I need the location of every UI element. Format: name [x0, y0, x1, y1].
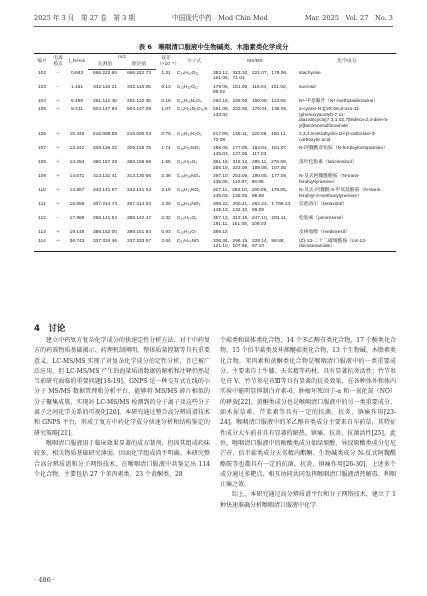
header-compound: 化学成分	[298, 54, 396, 70]
cell-formula: C₂₄H₄₂O₂₁	[177, 70, 199, 76]
cell-formula: C₁₂H₂₂O₁₁	[177, 84, 199, 90]
header-tr: t_R/min	[66, 54, 88, 70]
cell-msms: 338.34，296.15，228.14，88.88，121.10，107.96，97.10	[212, 237, 298, 252]
cell-msms: 361.16，315.12，285.11，270.09，255.10，223.09，189.09，107.05	[213, 160, 291, 171]
cell-no: 114	[34, 237, 50, 252]
cell-msms: 389.12	[213, 230, 228, 236]
cell-tr: 14.957	[69, 188, 85, 194]
compound-table	[34, 53, 396, 252]
cell-mode: ＋	[55, 174, 61, 180]
left-column	[34, 336, 210, 480]
table-row	[34, 201, 396, 215]
cell-mode: ＋	[55, 107, 61, 113]
header-formula: 分子式	[176, 54, 212, 70]
cell-measured: 307.214 74	[92, 202, 117, 208]
page-number: · 486 ·	[34, 576, 55, 584]
cell-formula: C₂₂H₄₃NO	[176, 237, 212, 252]
cell-measured: 313.131 41	[92, 174, 117, 180]
cell-theoretical: 337.333 57	[122, 237, 156, 252]
cell-measured: 342.116 21	[93, 84, 117, 90]
cell-measured: 329.126 32	[92, 146, 117, 152]
cell-msms: 186.05，177.05，163.04，151.07，145.03，137.06，117.03	[213, 146, 291, 157]
cell-error: 0.18	[161, 98, 171, 104]
cell-compound: N⁶-甲基腺苷（N⁶-methyladenosine）	[299, 98, 379, 104]
cell-measured: 337.334 46	[88, 237, 122, 252]
cell-compound: 2-cyano-N-[(1R,9S,6-oxo-11-(phenoxyacetyl)-7,11-diazatricyclo[7.3.1.02,7]trideca-2,4-dien-5-yl]benzenesulfonamide	[299, 107, 389, 129]
header-error: 误差（×10⁻⁶）	[156, 54, 176, 70]
cell-formula: C₁₉H₂₁NO₅	[177, 188, 201, 194]
cell-tr: 0.683	[70, 70, 83, 76]
cell-measured: 388.152 00	[92, 230, 117, 236]
cell-mode: ＋	[55, 132, 61, 138]
running-header	[34, 12, 393, 27]
cell-measured: 216.089 88	[92, 132, 117, 138]
header-measured: 实测值	[88, 61, 122, 69]
cell-theoretical: 343.141 22	[127, 188, 152, 194]
cell-theoretical: 342.116 25	[127, 84, 151, 90]
cell-compound: sucrose	[299, 84, 316, 90]
header-msms: MS/MS	[212, 54, 298, 70]
paragraph: 个萜类和甾体类化合物，14 个苯乙醇苷类化合物，17 个酚类化合物，15 个倍半萜类及环烯醚萜类化合物，13 个生物碱、木脂素类化合物。苯丙素和黄酮类化合物是喉咽清口服液中的一类重要成分，主要来自土牛膝、天名精等药材。具有显著抗炎活性；竹节参皂苷 V、竹节参皂苷Ⅲ等具有显著的抗炎效果，在各种体外和体内实验中能明显抑制白介素-6、肿瘤坏死因子-α 和一氧化氮（NO）的释放[22]。黄酮类成分也是喉咽清口服液中的另一类重要成分，如木犀草素、芹菜素等具有一定的抗菌、抗炎、镇痛作用[23-24]。喉咽清口服液中的苯乙醇苷类成分主要来自车前草，其特征性成分大车前苷具有显著的解热、镇痛、抗炎、抗菌活性[25]。此外，喉咽清口服液中的酚酸类成分如绿原酸、异绿原酸类成分皂尼芒苷、倍半萜类成分天名精内酯酮、生物碱类成分 N-反式阿魏酰酪胺等也都具有一定的抗菌、抗炎、镇痛作用[26-30]，上述多个成分通过多靶点、相互协同共同发挥喉咽清口服液清热解毒、利咽止痛之效。	[220, 337, 396, 489]
cell-tr: 10.445	[69, 132, 85, 138]
section-title: 4 讨论	[34, 324, 66, 334]
cell-theoretical: 307.214 04	[127, 202, 152, 208]
table-row	[34, 159, 396, 173]
cell-no: 102	[37, 70, 46, 76]
cell-formula: C₁₈H₁₉NO₅	[177, 146, 201, 152]
table-row	[34, 237, 396, 252]
table-caption: 表 6 喉咽清口服液中生物碱类、木脂素类化学成分	[138, 43, 289, 51]
cell-theoretical: 216.090 03	[127, 132, 152, 138]
cell-measured: 504.147 83	[92, 107, 117, 113]
header-mode: 电离模式	[50, 54, 66, 70]
cell-theoretical: 313.130 66	[127, 174, 152, 180]
cell-msms: 217.09，149.11，120.08，100.11，72.08	[213, 132, 291, 143]
cell-formula: C₂₁H₂₄O₇	[177, 230, 197, 236]
header-journal: 中国现代中药 Mod Chin Med	[172, 14, 268, 22]
cell-mode: ＋	[55, 98, 61, 104]
cell-compound: N-反式-阿魏酰-3-甲氧基酪胺（N-trans-feruloyl-3-methoxytyramine）	[299, 188, 382, 199]
cell-no: 112	[38, 216, 46, 222]
cell-msms: 282.16，238.09，150.08，113.06	[213, 98, 286, 104]
cell-compound: N-反式阿魏酰酪胺（N-trans-feruloyltyramine）	[299, 174, 360, 185]
cell-mode: －	[55, 216, 61, 222]
cell-mode: －	[55, 70, 61, 76]
cell-no: 108	[37, 160, 46, 166]
cell-no: 106	[37, 132, 46, 138]
cell-tr: 6.490	[70, 98, 83, 104]
header-theoretical: 理论值	[122, 61, 156, 69]
table-row	[34, 145, 396, 159]
cell-msms: 297.10，253.09，190.05，177.05，135.05，110.97，88.99	[213, 174, 291, 185]
cell-measured: 360.157 29	[92, 160, 117, 166]
cell-theoretical: 358.142 47	[127, 216, 152, 222]
table-row	[34, 83, 396, 97]
cell-compound: 皮树脂醇（medioresil）	[299, 230, 350, 236]
cell-mode: ＋	[55, 146, 61, 152]
cell-no: 111	[38, 202, 46, 208]
cell-msms: 357.13，313.15，247.10，203.11，191.11，151.08，109.03	[213, 216, 291, 227]
header-no: 编号	[34, 54, 50, 70]
cell-no: 103	[37, 84, 46, 90]
cell-compound: 松脂素（pinoresinol）	[299, 216, 347, 222]
cell-msms: 383.12，323.10，221.07，179.06，161.05，71.01	[213, 70, 291, 82]
header-issue: 2025 年 3 月 第 27 卷 第 3 期	[34, 14, 135, 22]
paragraph: 喉咽清口服液用于临床效果显著的成方制剂，但因其组成药味较多、相关物质基础研究薄弱，因而化学组成尚不明确。本研究整合高分辨质谱和分子网络技术，在喉咽清口服液中共鉴定出 114 个化合物，主要包括 27 个苯丙素类、23 个黄酮类、28	[34, 439, 210, 478]
cell-no: 109	[37, 174, 46, 180]
cell-theoretical: 281.112 35	[127, 98, 151, 104]
cell-no: 104	[37, 98, 46, 104]
paragraph: 建立中药复方复杂化学成分的快速定性分析方法，对于中药复方的药效物质基础揭示、药理机制阐明、整体质量控制等具有重要意义。LC-MS/MS 实现了对复杂化学成分的定性分析，且已被广泛应用，但 LC-MS/MS 产生的海量质谱数据的解析和注释仍然是当前研究面临的重要问题[18-19]。GNPS 是一种交互式在线的小分子 MS/MS 数据管理和分析平台，能够将 MS/MS 碎片相似的分子聚集成簇，实现对 LC-MS/MS 检测到的分子离子及这些分子离子之间化学关系的可视化[20]。本研究通过整合高分辨质谱技术和 GNPS 平台，形成了复方中药化学成分快速分析和结构鉴定的研究策略[21]。	[34, 337, 210, 437]
cell-measured: 281.112 40	[93, 98, 117, 104]
table-row	[34, 187, 396, 201]
table-row	[34, 97, 396, 106]
header-mz: m/z	[88, 54, 156, 62]
cell-msms: 179.06，161.05，119.04，101.02，89.02	[213, 84, 291, 96]
table-row	[34, 131, 396, 145]
paragraph: 综上，本研究通过高分辨质谱平台和分子网络技术，建立了 1 种快速准确分析喉咽清口服液中化学	[220, 491, 396, 509]
cell-compound: 倍他洛尔（betaxolol）	[299, 202, 347, 208]
cell-theoretical: 388.151 84	[127, 230, 152, 236]
cell-mode: －	[55, 84, 61, 90]
cell-tr: 36.743	[66, 237, 88, 252]
cell-msms: 251.06，233.05，179.04，135.05，133.02	[213, 107, 291, 118]
table-body	[34, 69, 396, 252]
cell-tr: 14.294	[69, 160, 85, 166]
cell-error: 2.32	[161, 216, 171, 222]
cell-compound: 2,3,4,9-tetrahydro-1H-β-carboline-3-carboxylic acid	[299, 132, 376, 143]
cell-measured: 358.141 64	[92, 216, 117, 222]
table-row	[34, 69, 396, 83]
right-column	[220, 336, 396, 511]
cell-error: 2.30	[161, 202, 171, 208]
cell-tr: 16.856	[69, 202, 85, 208]
cell-formula: C₁₈H₁₉NO₄	[177, 174, 201, 180]
header-volume: Mar. 2025 Vol. 27 No. 3	[304, 14, 393, 22]
cell-mode: ＋	[55, 160, 61, 166]
cell-theoretical: 504.147 29	[127, 107, 152, 113]
cell-tr: 14.571	[69, 174, 85, 180]
cell-compound: N-阿魏酰章鱼胺（N-feruloyloctopamine）	[299, 146, 388, 152]
cell-formula: C₂₀H₂₂O₆	[177, 216, 198, 222]
cell-error: 2.64	[156, 237, 176, 252]
cell-formula: C₁₁H₁₅N₅O₄	[177, 98, 202, 104]
cell-mode: ＋	[50, 237, 66, 252]
cell-tr: 1.151	[70, 84, 83, 90]
cell-no: 110	[38, 188, 46, 194]
cell-mode: ＋	[55, 230, 61, 236]
cell-formula: C₂₃H₂₄N₂O₁₀S	[177, 107, 208, 113]
cell-error: 1.31	[161, 70, 171, 76]
cell-tr: 17.866	[69, 216, 85, 222]
cell-error: 1.07	[161, 107, 171, 113]
cell-compound: (Z)-13-二十二碳烯酰胺（cis-13-docosenamide）	[298, 237, 396, 252]
cell-mode: ＋	[55, 202, 61, 208]
cell-msms: 327.11，283.10，190.05，178.05，145.03，135.05，88.99	[213, 188, 291, 199]
cell-error: 0.13	[161, 84, 171, 90]
cell-theoretical: 666.222 73	[127, 71, 152, 77]
cell-tr: 19.148	[69, 230, 85, 236]
cell-measured: 343.141 97	[92, 188, 117, 194]
cell-no: 107	[37, 146, 46, 152]
cell-error: 0.70	[161, 132, 171, 138]
table-row	[34, 229, 396, 238]
cell-theoretical: 329.125 75	[127, 146, 152, 152]
cell-formula: C₁₂H₁₂N₂O₂	[177, 132, 202, 138]
cell-theoretical: 360.156 69	[127, 160, 152, 166]
cell-compound: stachyose	[299, 70, 321, 76]
cell-error: 1.65	[161, 160, 171, 166]
cell-mode: ＋	[55, 188, 61, 194]
cell-compound: 落叶松脂素（lariciresinol）	[299, 160, 357, 166]
cell-tr: 8.411	[71, 107, 83, 113]
cell-error: 2.38	[161, 174, 171, 180]
table-row	[34, 106, 396, 131]
cell-no: 113	[38, 230, 46, 236]
cell-error: 2.19	[161, 188, 171, 194]
cell-error: 0.93	[161, 230, 171, 236]
cell-msms: 308.22，290.21，262.22，1 799.13，149.13，132.10，86.09	[213, 202, 295, 213]
table-row	[34, 215, 396, 229]
cell-formula: C₁₈H₂₉NO₃	[177, 202, 201, 208]
cell-error: 1.74	[161, 146, 171, 152]
cell-tr: 13.242	[69, 146, 85, 152]
cell-measured: 666.222 86	[92, 71, 117, 77]
table-row	[34, 173, 396, 187]
cell-formula: C₂₀H₂₄O₆	[177, 160, 198, 166]
cell-no: 105	[37, 107, 46, 113]
